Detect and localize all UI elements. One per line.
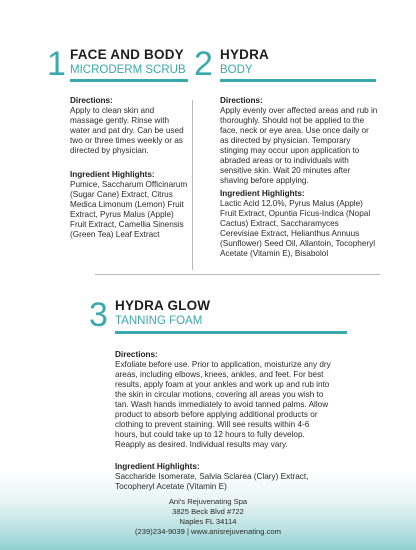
product-2-title: HYDRA — [220, 47, 270, 62]
spa-name: Ani's Rejuvenating Spa — [168, 497, 248, 506]
spa-city: Naples FL 34114 — [179, 517, 237, 526]
spa-footer — [0, 497, 416, 537]
spa-contact[interactable]: (239)234-9039 | www.anisrejuvenating.com — [135, 527, 281, 536]
product-1-subtitle: MICRODERM SCRUB — [70, 64, 186, 76]
section-divider — [95, 274, 380, 275]
product-1-rule — [70, 79, 188, 82]
product-2-number: 2 — [194, 45, 213, 83]
spa-address: 3825 Beck Blvd #722 — [172, 507, 244, 516]
product-2-directions: Apply evenly over affected areas and rub in thoroughly. Should not be applied to the face, neck or eye area. Use once daily or as directed by physician. Temporary stinging may occur upon application to abraded areas or to individuals with sensitive skin. Wait 20 minutes after shaving before applying. — [220, 106, 378, 185]
product-1-ingredients: Pumice, Saccharum Officinarum (Sugar Cane) Extract, Citrus Medica Limonum (Lemon) Fruit Extract, Pyrus Malus (Apple) Fruit Extract, Camellia Sinensis (Green Tea) Leaf Extract — [70, 180, 188, 239]
product-3-rule — [115, 331, 347, 334]
product-2-ingredients-heading: Ingredient Highlights: — [220, 189, 305, 198]
product-3-ingredients: Saccharide Isomerate, Salvia Sclarea (Clary) Extract, Tocopheryl Acetate (Vitamin E) — [115, 472, 309, 491]
product-3-directions: Exfoliate before use. Prior to application, moisturize any dry areas, including elbows, knees, ankles, and feet. For best results, apply foam at your ankles and work up and rub into the skin in circular motions, covering all areas you wish to tan. Wash hands immediately to avoid tanned palms. Allow product to absorb before applying additional products or clothing to prevent staining. Will see results within 4-6 hours, but could take up to 12 hours to fully develop. Reapply as desired. Individual results may vary. — [115, 360, 331, 449]
product-3-subtitle: TANNING FOAM — [115, 315, 203, 327]
product-1-directions-heading: Directions: — [70, 96, 113, 105]
product-2-subtitle: BODY — [220, 64, 253, 76]
product-1-directions: Apply to clean skin and massage gently. Rinse with water and pat dry. Can be used two or three times weekly or as directed by physician. — [70, 106, 184, 155]
product-3-title: HYDRA GLOW — [115, 298, 211, 313]
product-2-directions-heading: Directions: — [220, 96, 263, 105]
column-divider — [192, 100, 193, 270]
product-2-rule — [220, 79, 376, 82]
product-3-ingredients-heading: Ingredient Highlights: — [115, 462, 200, 471]
product-1-title: FACE AND BODY — [70, 47, 184, 62]
product-1-number: 1 — [47, 45, 66, 83]
product-2-ingredients: Lactic Acid 12.0%, Pyrus Malus (Apple) Fruit Extract, Opuntia Ficus-Indica (Nopal Cactus) Extract, Saccharamyces Cerevisiae Extract, Helianthus Annuus (Sunflower) Seed Oil, Allantoin, Tocopheryl Acetate (Vitamin E), Bisabolol — [220, 199, 376, 258]
product-3-directions-heading: Directions: — [115, 350, 158, 359]
product-1-ingredients-heading: Ingredient Highlights: — [70, 170, 155, 179]
product-3-number: 3 — [89, 296, 108, 334]
